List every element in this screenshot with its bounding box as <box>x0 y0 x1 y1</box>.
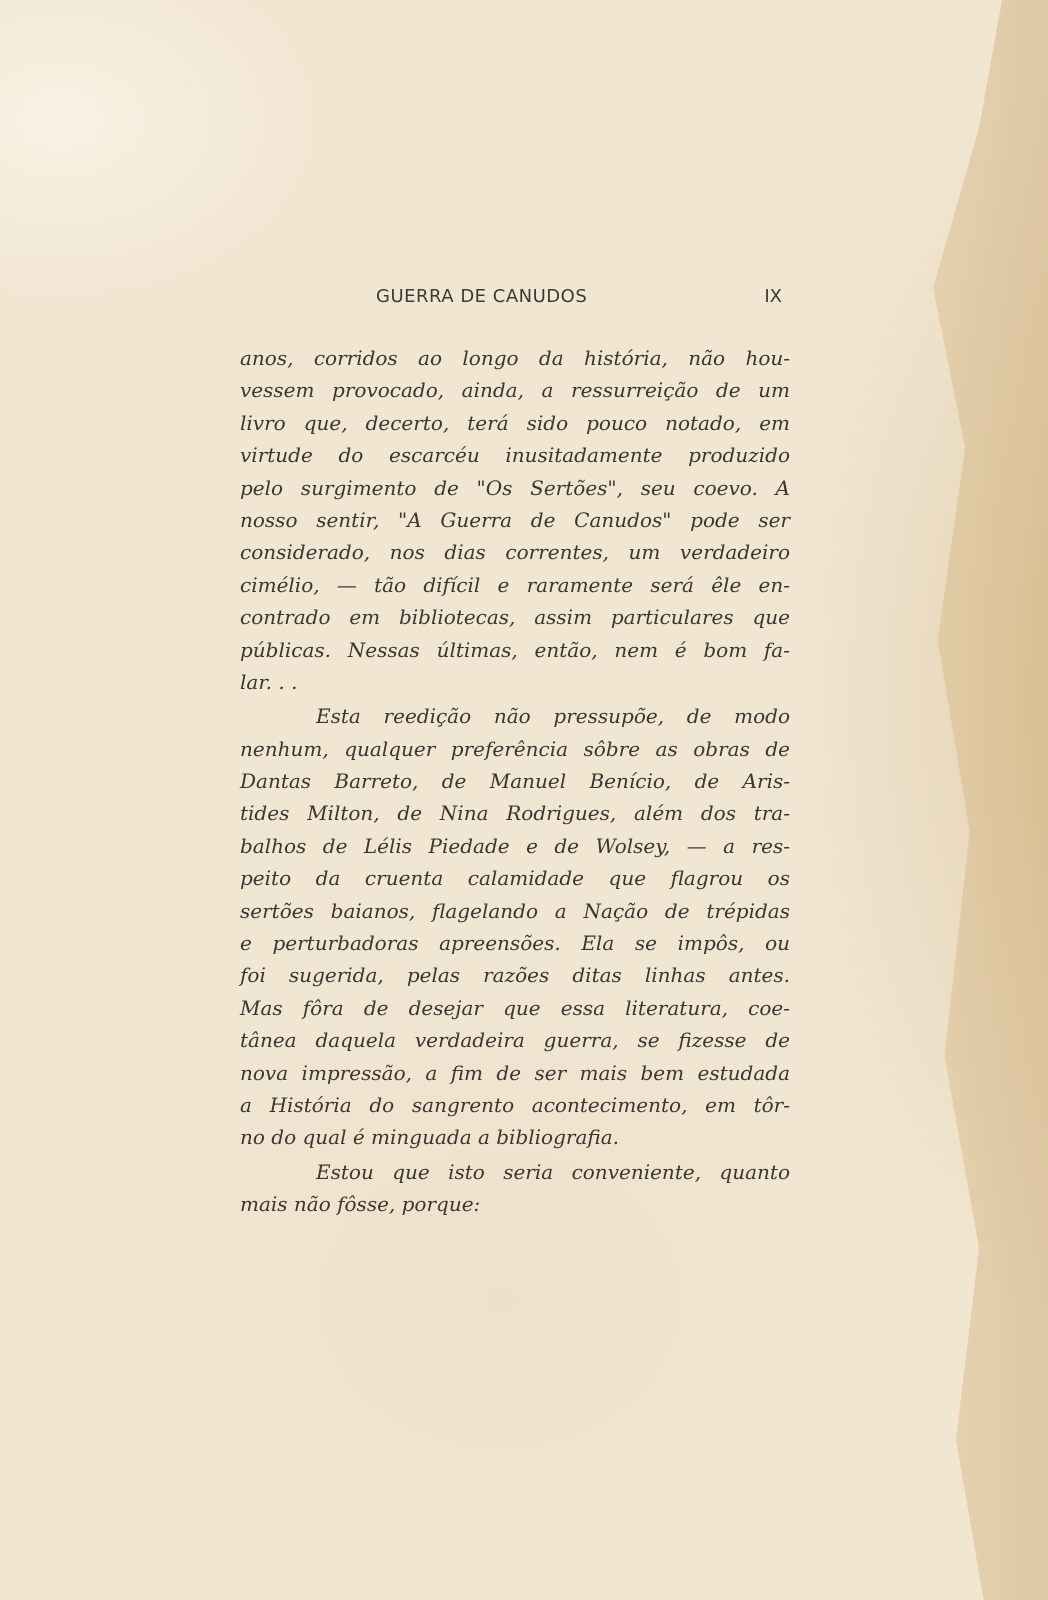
text-line: públicas. Nessas últimas, então, nem é bom fa- <box>240 637 790 662</box>
paragraph <box>240 700 790 1153</box>
page-number: IX <box>764 286 782 307</box>
text-line: mais não fôsse, porque: <box>240 1192 481 1217</box>
text-line: balhos de Lélis Piedade e de Wolsey, — a res- <box>240 833 790 858</box>
paragraph <box>240 342 790 698</box>
text-line: a História do sangrento acontecimento, em tôr- <box>240 1092 790 1117</box>
body-text <box>240 342 790 1221</box>
text-line: livro que, decerto, terá sido pouco notado, em <box>240 410 790 435</box>
text-line: nova impressão, a fim de ser mais bem estudada <box>240 1060 790 1085</box>
text-line: no do qual é minguada a bibliografia. <box>240 1125 619 1150</box>
water-stain <box>818 0 1048 1600</box>
text-line: tânea daquela verdadeira guerra, se fizesse de <box>240 1028 790 1053</box>
text-line: sertões baianos, flagelando a Nação de trépidas <box>240 898 790 923</box>
text-line: Dantas Barreto, de Manuel Benício, de Aris- <box>240 769 790 794</box>
text-line: lar. . . <box>240 669 298 694</box>
text-line: cimélio, — tão difícil e raramente será êle en- <box>240 572 790 597</box>
text-line: Esta reedição não pressupõe, de modo <box>316 704 790 729</box>
text-line: nenhum, qualquer preferência sôbre as obras de <box>240 736 790 761</box>
running-title: GUERRA DE CANUDOS <box>376 286 588 307</box>
text-line: tides Milton, de Nina Rodrigues, além dos tra- <box>240 801 790 826</box>
text-line: considerado, nos dias correntes, um verdadeiro <box>240 540 790 565</box>
text-line: nosso sentir, "A Guerra de Canudos" pode ser <box>240 507 790 532</box>
text-line: peito da cruenta calamidade que flagrou os <box>240 866 790 891</box>
text-line: Estou que isto seria conveniente, quanto <box>316 1159 790 1184</box>
text-line: pelo surgimento de "Os Sertões", seu coevo. A <box>240 475 790 500</box>
text-line: foi sugerida, pelas razões ditas linhas antes. <box>240 963 790 988</box>
text-line: e perturbadoras apreensões. Ela se impôs, ou <box>240 931 790 956</box>
page-header <box>376 284 782 314</box>
paragraph <box>240 1156 790 1221</box>
text-line: vessem provocado, ainda, a ressurreição de um <box>240 378 790 403</box>
text-line: anos, corridos ao longo da história, não hou- <box>240 346 790 370</box>
text-line: contrado em bibliotecas, assim particulares que <box>240 605 790 630</box>
text-line: virtude do escarcéu inusitadamente produzido <box>240 443 790 468</box>
text-line: Mas fôra de desejar que essa literatura, coe- <box>240 995 790 1020</box>
